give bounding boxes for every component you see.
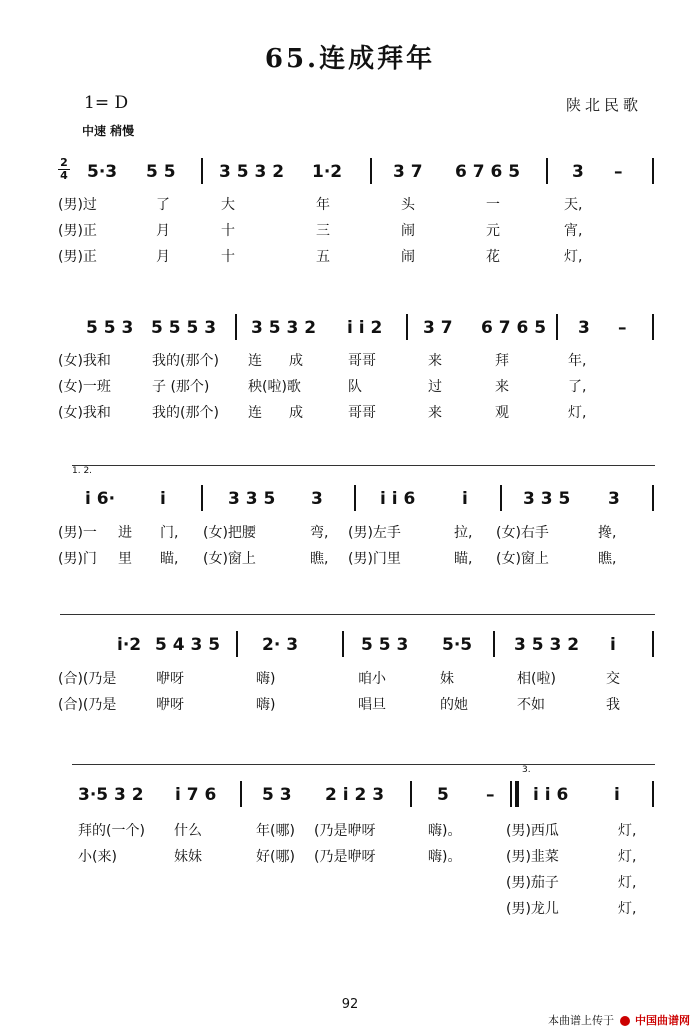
site-logo-icon [620,1016,630,1026]
lyric-word: 的她 [440,697,468,713]
lyric-word: 大 [221,197,235,213]
note-group: 3 [572,162,584,182]
note-group: i i 6 [380,489,416,509]
lyric-word: (乃是咿呀 [314,849,376,865]
note-group: i 6· [85,489,116,509]
lyric-word: 观 [495,405,509,421]
lyric-word: 宵, [564,223,583,239]
volta-label: 1. 2. [72,466,93,476]
note-group: i·2 [117,635,142,655]
lyric-word: 了, [568,379,587,395]
lyric-word: 五 [316,249,330,265]
note-group: 5 5 5 3 [151,318,217,338]
bar-line [370,158,372,184]
lyric-word: (女)我和 [58,405,111,421]
bar-line [652,781,654,807]
lyric-word: (男)门里 [348,551,401,567]
lyric-word: (男)一 [58,525,97,541]
lyric-word: 过 [428,379,442,395]
note-group: 3·5 3 2 [78,785,144,805]
lyric-word: 唱旦 [358,697,386,713]
lyric-word: 队 [348,379,362,395]
note-group: 6 7 6 5 [481,318,547,338]
note-group: i 7 6 [175,785,217,805]
lyric-word: (男)门 [58,551,97,567]
footer-text: 本曲谱上传于 [548,1014,614,1027]
lyric-word: 月 [156,223,170,239]
lyric-word: (男)韭菜 [506,849,559,865]
lyric-word: (男)过 [58,197,97,213]
lyric-word: 哥哥 [348,405,376,421]
lyric-word: 来 [495,379,509,395]
lyric-word: 花 [486,249,500,265]
lyric-word: (女)窗上 [496,551,549,567]
note-group: 5 4 3 5 [155,635,221,655]
repeat-barline [510,781,512,807]
lyric-word: 秧(啦)歌 [248,379,301,395]
note-group: i [160,489,166,509]
lyric-word: (男)正 [58,249,97,265]
lyric-word: 交 [606,671,620,687]
tempo-marking: 中速 稍慢 [82,124,135,138]
lyric-word: (女)右手 [496,525,549,541]
lyric-word: 进 [118,525,132,541]
lyric-word: 我 [606,697,620,713]
bar-line [201,158,203,184]
bar-line [652,485,654,511]
lyric-word: (乃是咿呀 [314,823,376,839]
lyric-word: 瞄, [160,551,179,567]
lyric-word: 瞧, [310,551,329,567]
lyric-word: (男)龙儿 [506,901,559,917]
note-group: 3 7 [423,318,453,338]
lyric-word: (女)我和 [58,353,111,369]
lyric-word: 拉, [454,525,473,541]
lyric-word: 咿呀 [156,697,184,713]
page-number: 92 [341,997,359,1012]
lyric-word: 我的(那个) [152,405,219,421]
note-group: 5 5 3 [361,635,409,655]
lyric-word: 元 [486,223,500,239]
page-title: 65.连成拜年 [264,44,436,74]
lyric-word: 什么 [174,823,202,839]
lyric-word: 我的(那个) [152,353,219,369]
lyric-word: 灯, [618,875,637,891]
note-group: i [462,489,468,509]
note-group: 5 5 [146,162,176,182]
lyric-word: 头 [401,197,415,213]
lyric-word: 成 [289,405,303,421]
note-group: 3 5 3 2 [514,635,580,655]
lyric-word: (女)一班 [58,379,111,395]
lyric-word: 嗨) [256,697,276,713]
bar-line [410,781,412,807]
note-group: i i 2 [347,318,383,338]
lyric-word: (男)正 [58,223,97,239]
lyric-word: 三 [316,223,330,239]
lyric-word: (男)左手 [348,525,401,541]
lyric-word: 闹 [401,249,415,265]
lyric-word: (合)(乃是 [58,697,117,713]
bar-line [236,631,238,657]
time-bottom: 4 [60,169,68,182]
lyric-word: 嗨)。 [428,823,462,839]
lyric-word: 相(啦) [517,671,556,687]
lyric-word: (合)(乃是 [58,671,117,687]
lyric-word: (男)西瓜 [506,823,559,839]
lyric-word: 月 [156,249,170,265]
time-signature [58,158,70,181]
lyric-word: 瞧, [598,551,617,567]
bar-line [652,314,654,340]
volta-line [72,465,655,466]
note-group: 3 [578,318,590,338]
bar-line [240,781,242,807]
lyric-word: 咱小 [358,671,386,687]
lyric-word: 里 [118,551,132,567]
bar-line [546,158,548,184]
note-group: 3 3 5 [228,489,276,509]
lyric-word: 十 [221,223,235,239]
note-group: 5·3 [87,162,118,182]
lyric-word: 搀, [598,525,617,541]
lyric-word: 妹妹 [174,849,202,865]
lyric-word: 成 [289,353,303,369]
divider-line [60,614,655,615]
note-group: – [486,785,495,805]
lyric-word: 灯, [618,901,637,917]
lyric-word: 拜的(一个) [78,823,145,839]
lyric-word: 年(哪) [256,823,295,839]
bar-line [652,631,654,657]
lyric-word: 拜 [495,353,509,369]
divider-line [72,764,655,765]
volta-label: 3. [522,765,531,775]
lyric-word: 十 [221,249,235,265]
note-group: 3 7 [393,162,423,182]
note-group: 3 3 5 [523,489,571,509]
lyric-word: (女)把腰 [203,525,256,541]
lyric-word: 门, [160,525,179,541]
note-group: 6 7 6 5 [455,162,521,182]
lyric-word: 咿呀 [156,671,184,687]
note-group: 1·2 [312,162,343,182]
note-group: 3 5 3 2 [219,162,285,182]
note-group: i i 6 [533,785,569,805]
note-group: 3 [311,489,323,509]
lyric-word: 年 [316,197,330,213]
note-group: 2· 3 [262,635,299,655]
note-group: 5·5 [442,635,473,655]
note-group: – [618,318,627,338]
lyric-word: 来 [428,353,442,369]
lyric-word: 不如 [517,697,545,713]
note-group: i [610,635,616,655]
note-group: i [614,785,620,805]
lyric-word: 弯, [310,525,329,541]
note-group: 2 i 2 3 [325,785,385,805]
bar-line [201,485,203,511]
lyric-word: 来 [428,405,442,421]
note-group: 5 5 3 [86,318,134,338]
lyric-word: 瞄, [454,551,473,567]
bar-line [354,485,356,511]
lyric-word: (女)窗上 [203,551,256,567]
time-top: 2 [60,156,68,169]
lyric-word: 妹 [440,671,454,687]
lyric-word: 灯, [568,405,587,421]
lyric-word: 一 [486,197,500,213]
lyric-word: 闹 [401,223,415,239]
lyric-word: 年, [568,353,587,369]
bar-line [235,314,237,340]
lyric-word: 灯, [618,849,637,865]
bar-line [556,314,558,340]
lyric-word: 灯, [564,249,583,265]
lyric-word: 灯, [618,823,637,839]
lyric-word: 天, [564,197,583,213]
lyric-word: 连 [248,353,262,369]
song-origin: 陕北民歌 [565,96,642,114]
lyric-word: 好(哪) [256,849,295,865]
note-group: 3 5 3 2 [251,318,317,338]
bar-line [500,485,502,511]
lyric-word: 连 [248,405,262,421]
bar-line [342,631,344,657]
bar-line [652,158,654,184]
note-group: 5 [437,785,449,805]
lyric-word: 了 [156,197,170,213]
footer-credit [548,1012,690,1028]
lyric-word: 小(来) [78,849,117,865]
note-group: 3 [608,489,620,509]
footer-brand: 中国曲谱网 [635,1014,690,1027]
note-group: 5 3 [262,785,292,805]
lyric-word: (男)茄子 [506,875,559,891]
bar-line [406,314,408,340]
lyric-word: 嗨)。 [428,849,462,865]
note-group: – [614,162,623,182]
bar-line [493,631,495,657]
key-signature: 1= D [84,93,129,113]
repeat-barline [515,781,519,807]
lyric-word: 子 (那个) [152,379,210,395]
lyric-word: 嗨) [256,671,276,687]
lyric-word: 哥哥 [348,353,376,369]
